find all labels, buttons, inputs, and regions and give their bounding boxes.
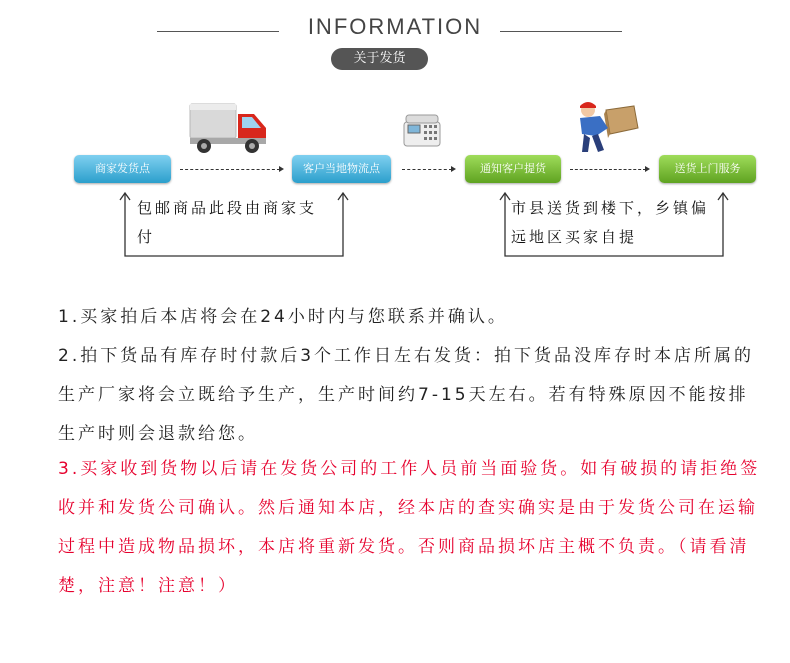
info-paragraph-2: 2.拍下货品有库存时付款后3个工作日左右发货：拍下货品没库存时本店所属的生产厂家将会立既给予生产，生产时间约7-15天左右。若有特殊原因不能按排生产时则会退款给您。 (58, 346, 755, 444)
truck-icon (188, 100, 270, 156)
delivery-man-icon (572, 98, 640, 158)
telephone-icon (402, 112, 442, 148)
flow-step-merchant-dispatch: 商家发货点 (74, 155, 171, 183)
flow-arrow-1 (180, 169, 280, 170)
flow-step-notify-pickup: 通知客户提货 (465, 155, 561, 183)
flow-step-local-logistics: 客户当地物流点 (292, 155, 391, 183)
flow-step-door-delivery: 送货上门服务 (659, 155, 756, 183)
page-title: INFORMATION (307, 14, 483, 39)
section-subtitle-badge: 关于发货 (331, 48, 428, 70)
delivery-scope-note: 市县送货到楼下，乡镇偏远地区买家自提 (511, 199, 710, 246)
info-paragraph-3-warning: 3.买家收到货物以后请在发货公司的工作人员前当面验货。如有破损的请拒绝签收并和发货公司确认。然后通知本店，经本店的查实确实是由于发货公司在运输过程中造成物品损坏，本店将重新发货。否则商品损坏店主概不负责。（请看清楚，注意！注意！） (58, 459, 761, 596)
info-paragraph-1: 1.买家拍后本店将会在24小时内与您联系并确认。 (58, 307, 508, 327)
flow-arrow-2 (402, 169, 452, 170)
free-shipping-note: 包邮商品此段由商家支付 (137, 199, 318, 246)
flow-arrow-3 (570, 169, 646, 170)
